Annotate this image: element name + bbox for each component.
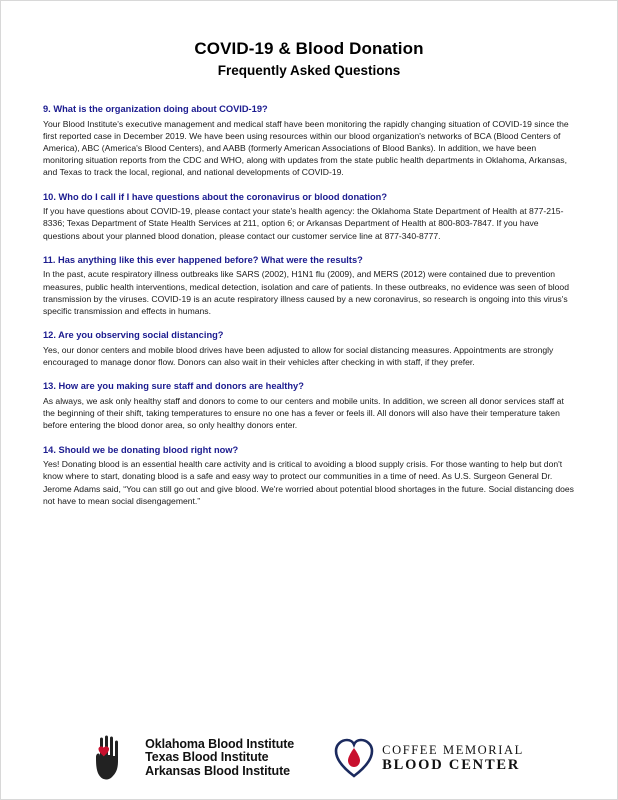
faq-question: 11. Has anything like this ever happened before? What were the results? — [43, 254, 363, 265]
page-title: COVID-19 & Blood Donation — [194, 39, 424, 58]
faq-answer: In the past, acute respiratory illness outbreaks like SARS (2002), H1N1 flu (2009), and MERS (2012) were contained due to prevention measures, public health interventions, medical detection, isolation and care of patients. In these outbreaks, no evidence was seen of blood transmission by the viruses. COVID-19 is an acute respiratory illness caused by a new coronavirus, so research is ongoing into this virus's specific transmission and effects in humans. — [43, 269, 569, 317]
blood-institute-logo — [94, 735, 294, 781]
heart-blood-drop-icon — [334, 737, 374, 779]
coffee-memorial-names — [382, 743, 524, 773]
faq-item — [43, 381, 575, 431]
faq-list — [43, 104, 575, 507]
logo-line-oklahoma: Oklahoma Blood Institute — [145, 736, 295, 751]
faq-question: 9. What is the organization doing about COVID-19? — [43, 104, 268, 114]
blood-institute-names — [145, 738, 294, 779]
faq-item — [43, 330, 575, 368]
faq-question: 14. Should we be donating blood right now? — [43, 444, 239, 455]
faq-answer: Your Blood Institute's executive management and medical staff have been monitoring the rapidly changing situation of COVID-19 since the first reported case in December 2019. We have been using resources within our blood organization's networks of BCA (Blood Centers of America), ABC (America's Blood Centers), and AABB (formerly American Associations of Blood Banks). In addition, we have been monitoring situation reports from the CDC and WHO, along with updates from the state public health departments in Oklahoma, Arkansas, and Texas to track the local, regional, and national developments of COVID-19. — [43, 118, 569, 178]
faq-question: 12. Are you observing social distancing? — [43, 330, 224, 341]
logo-line-texas: Texas Blood Institute — [145, 750, 269, 765]
faq-answer: As always, we ask only healthy staff and donors to come to our centers and mobile units. In addition, we screen all donor services staff at the beginning of their shift, taking temperatures to ensure no one has a fever or feels ill. All donors will also have their temperature taken before entering the blood donor area, so only healthy donors enter. — [43, 395, 564, 431]
logo-line-arkansas: Arkansas Blood Institute — [145, 763, 290, 778]
faq-question: 13. How are you making sure staff and donors are healthy? — [43, 381, 304, 392]
footer-logos — [1, 735, 617, 781]
logo-line-coffee-memorial: COFFEE MEMORIAL — [382, 742, 524, 757]
coffee-memorial-logo — [334, 737, 524, 779]
faq-answer: If you have questions about COVID-19, please contact your state's health agency: the Oklahoma State Department of Health at 877-215-8336; Texas Department of State Health Services at 211, option 6; or Arkansas Department of Health at 800-803-7847. If you have questions about your planned blood donation, please contact our customer service line at 877-340-8777. — [43, 206, 564, 241]
faq-question: 10. Who do I call if I have questions about the coronavirus or blood donation? — [43, 191, 388, 202]
faq-item — [43, 104, 575, 179]
page-subtitle: Frequently Asked Questions — [217, 63, 401, 78]
faq-answer: Yes! Donating blood is an essential health care activity and is critical to avoiding a blood supply crisis. For those wanting to help but don't know where to start, donating blood is a safe and easy way to protect our communities in a time of need. As U.S. Surgeon General Dr. Jerome Adams said, “You can still go out and give blood. We're worried about potential blood shortages in the future. Social distancing does not have to mean social disengagement.” — [43, 459, 574, 506]
logo-line-blood-center: BLOOD CENTER — [382, 756, 521, 773]
faq-item — [43, 255, 575, 317]
faq-item — [43, 192, 575, 242]
faq-answer: Yes, our donor centers and mobile blood drives have been adjusted to allow for social distancing measures. Appointments are strongly encouraged to manage donor flow. Donors can also wait in their vehicles after checking in with staff, if they prefer. — [43, 344, 554, 368]
faq-item — [43, 445, 575, 507]
hand-holding-heart-icon — [94, 735, 136, 781]
